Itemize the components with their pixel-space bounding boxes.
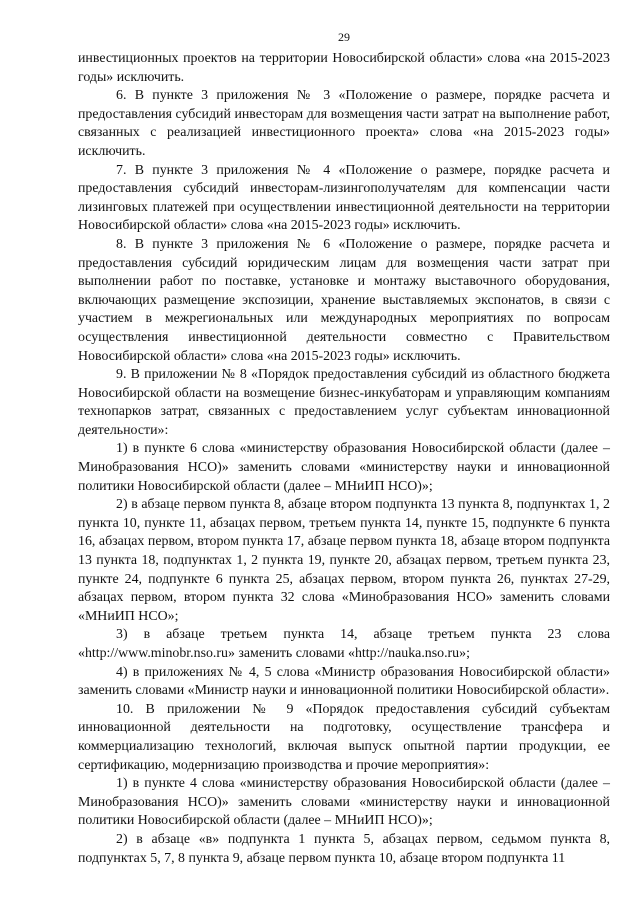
subparagraph-9-1: 1) в пункте 6 слова «министерству образования Новосибирской области (далее – Минобразования НСО)» заменить словами «министерству науки и инновационной политики Новосибирской области (далее – МНиИП НСО)»; [78,441,610,494]
paragraph-item-8: 8. В пункте 3 приложения № 6 «Положение о размере, порядке расчета и предоставления субсидий юридическим лицам для возмещения части затрат при выполнении работ по поставке, установке и монтажу выставочного оборудования, включающих размещение экспозиции, хранение выставляемых экспонатов, в связи с участием в межрегиональных или международных мероприятиях по вопросам осуществления инвестиционной деятельности совместно с Правительством Новосибирской области» слова «на 2015-2023 годы» исключить. [78,236,610,364]
paragraph-item-10: 10. В приложении № 9 «Порядок предоставления субсидий субъектам инновационной деятельности на подготовку, осуществление трансфера и коммерциализацию технологий, включая выпуск опытной партии продукции, ее сертификацию, модернизацию производства и прочие мероприятия»: [78,701,610,773]
subparagraph-10-2: 2) в абзаце «в» подпункта 1 пункта 5, абзацах первом, седьмом пункта 8, подпунктах 5, 7, 8 пункта 9, абзаце первом пункта 10, абзаце втором подпункта 11 [78,831,610,866]
paragraph-item-7: 7. В пункте 3 приложения № 4 «Положение о размере, порядке расчета и предоставления субсидий инвесторам-лизингополучателям для компенсации части лизинговых платежей при осуществлении инвестиционной деятельности на территории Новосибирской области» слова «на 2015-2023 годы» исключить. [78,162,610,234]
paragraph-item-9: 9. В приложении № 8 «Порядок предоставления субсидий из областного бюджета Новосибирской области на возмещение бизнес-инкубаторам и управляющим компаниям технопарков затрат, связанных с предоставлением услуг субъектам инновационной деятельности»: [78,367,610,438]
subparagraph-10-1: 1) в пункте 4 слова «министерству образования Новосибирской области (далее – Минобразования НСО)» заменить словами «министерству науки и инновационной политики Новосибирской области (далее – МНиИП НСО)»; [78,776,610,829]
subparagraph-9-2: 2) в абзаце первом пункта 8, абзаце втором подпункта 13 пункта 8, подпунктах 1, 2 пункта 10, пункте 11, абзацах первом, третьем пункта 14, пункте 15, подпункте 6 пункта 16, абзацах первом, втором пункта 17, абзаце первом пункта 18, абзаце втором подпункта 13 пункта 18, подпунктах 1, 2 пункта 19, пункте 20, абзацах первом, третьем пункта 23, пункте 24, подпункте 6 пункта 25, абзацах первом, втором пункта 26, пунктах 27-29, абзацах первом, втором пункта 32 слова «Минобразования НСО» заменить словами «МНиИП НСО»; [78,497,610,624]
page-number: 29 [338,30,350,44]
subparagraph-9-4: 4) в приложениях № 4, 5 слова «Министр образования Новосибирской области» заменить словами «Министр науки и инновационной политики Новосибирской области». [78,664,610,699]
paragraph-continuation: инвестиционных проектов на территории Новосибирской области» слова «на 2015-2023 годы» исключить. [78,51,610,85]
document-page [78,28,610,868]
paragraph-item-6: 6. В пункте 3 приложения № 3 «Положение о размере, порядке расчета и предоставления субсидий инвесторам для возмещения части затрат на выполнение работ, связанных с реализацией инвестиционного проекта» слова «на 2015-2023 годы» исключить. [78,88,610,159]
subparagraph-9-3: 3) в абзаце третьем пункта 14, абзаце третьем пункта 23 слова «http://www.minobr.nso.ru» заменить словами «http://nauka.nso.ru»; [78,627,610,661]
